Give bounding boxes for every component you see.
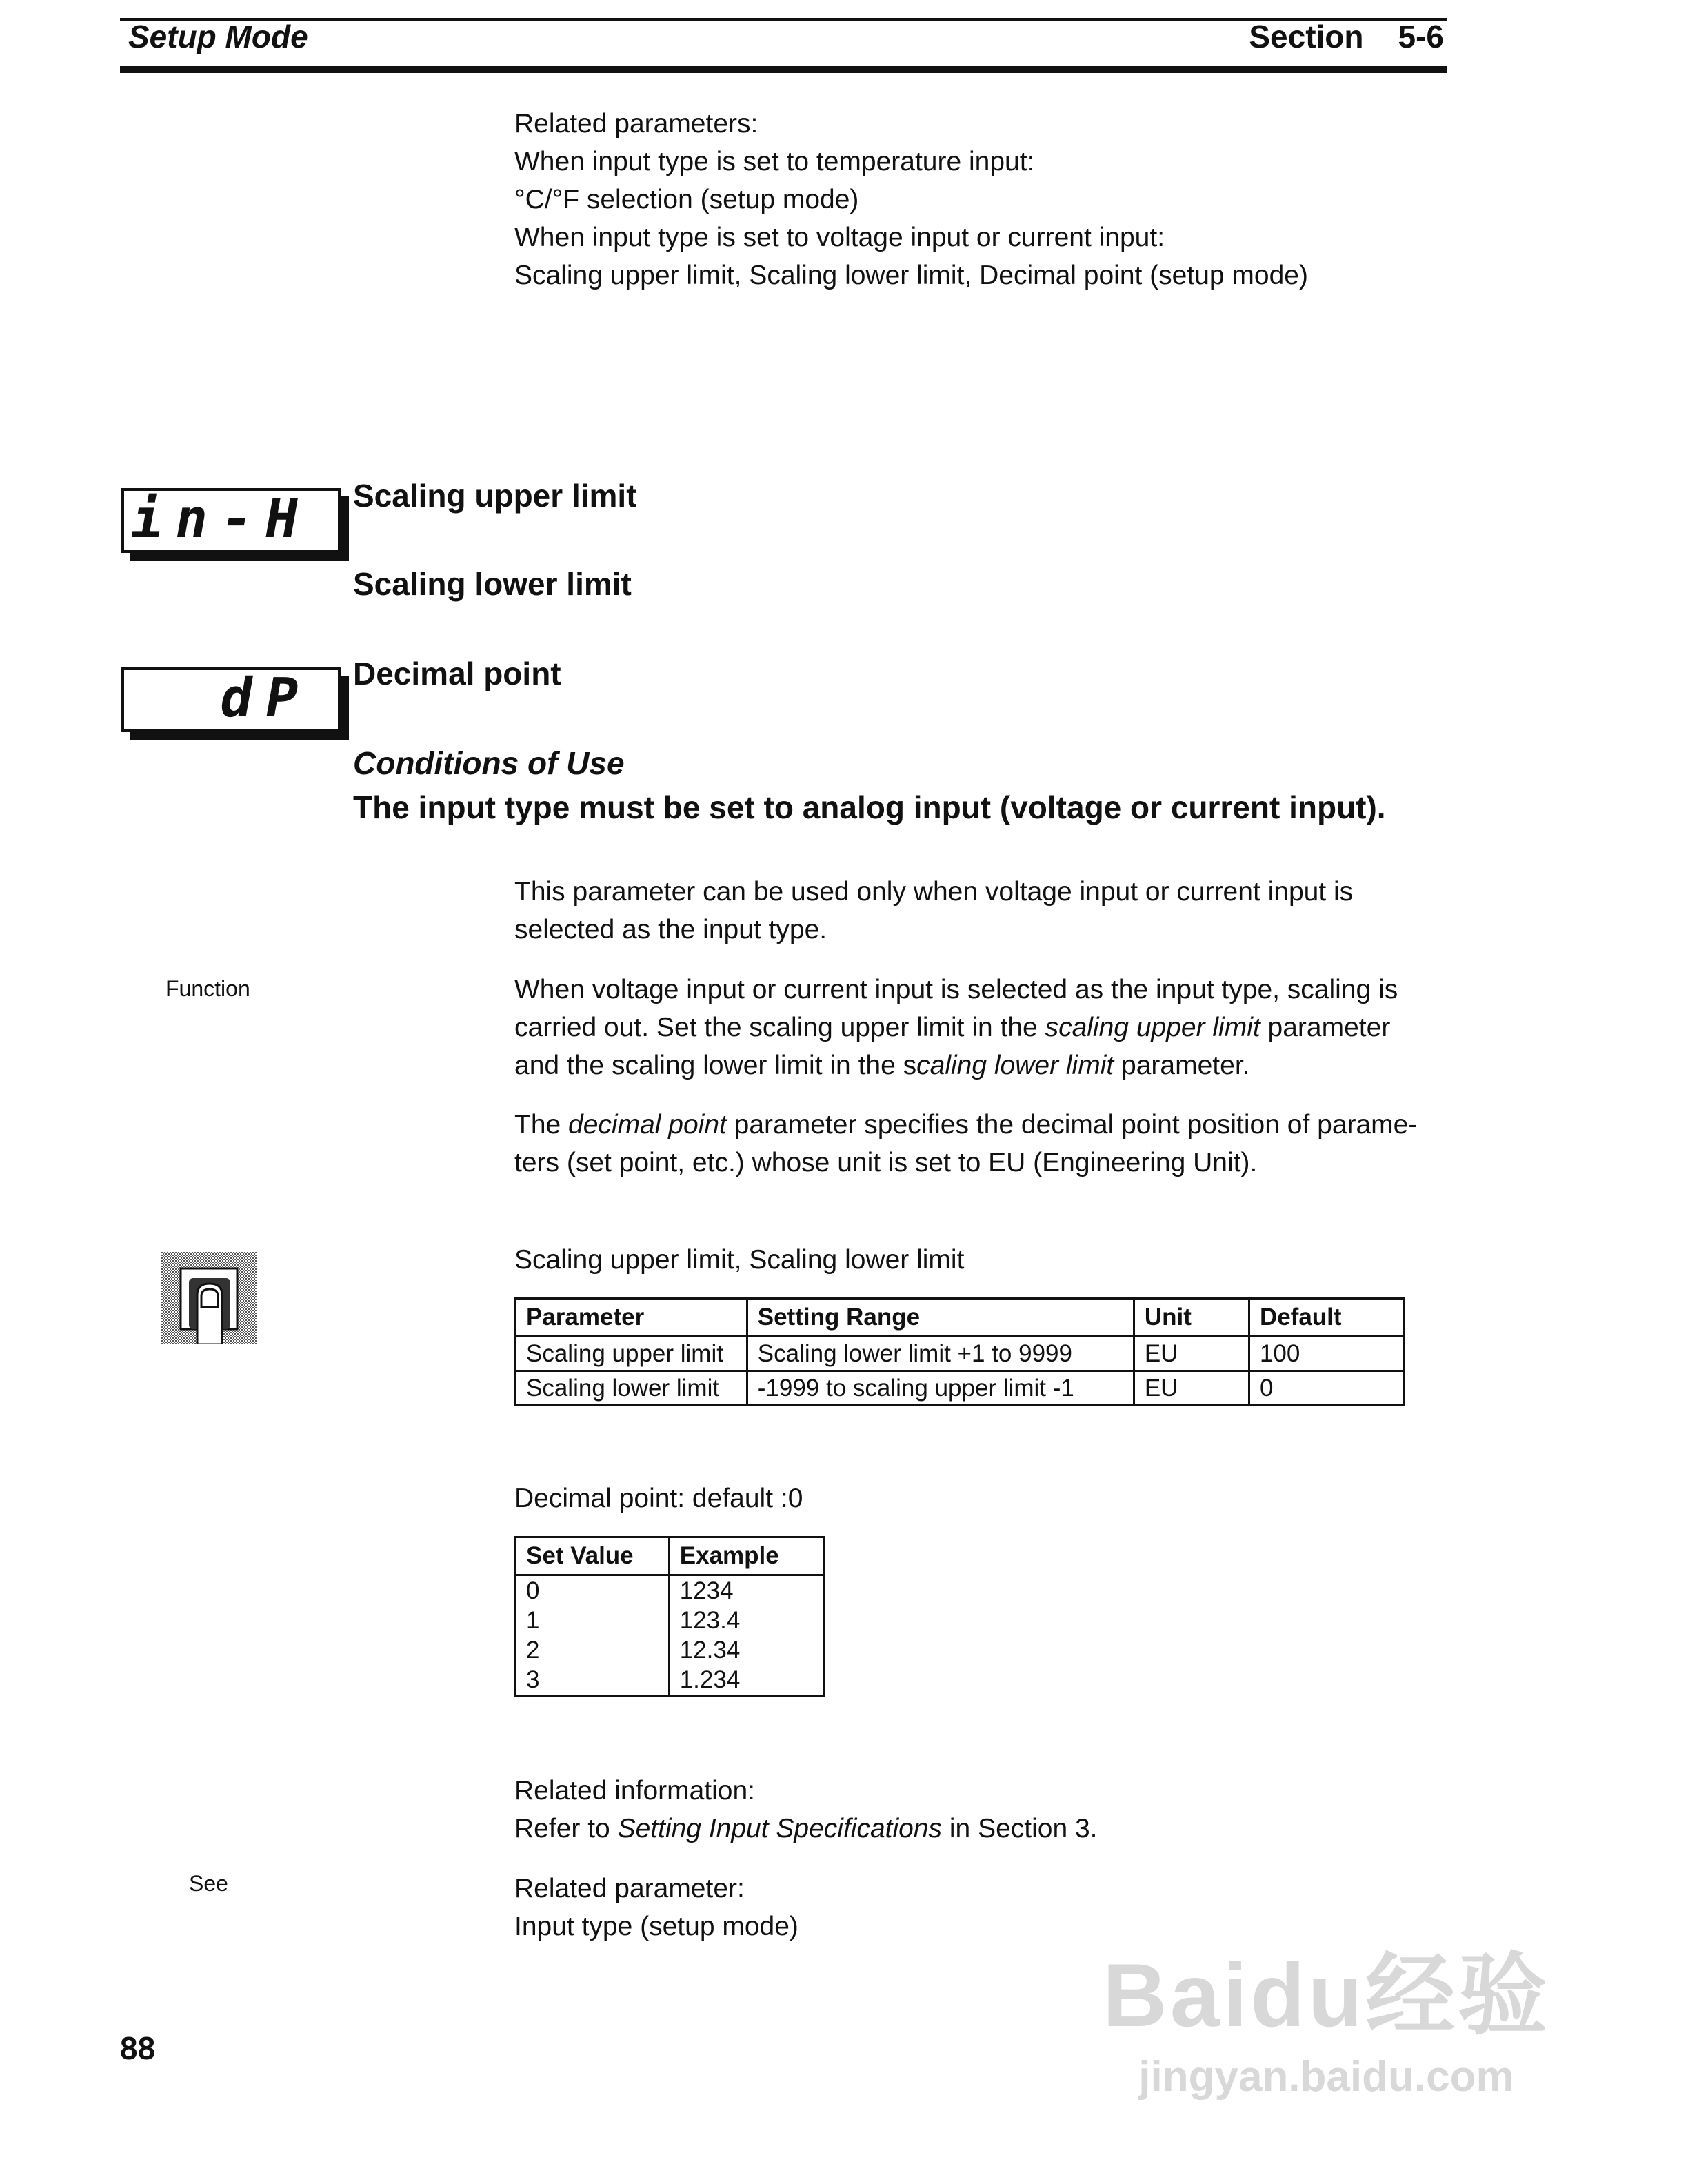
- table-cell: 100: [1249, 1337, 1404, 1371]
- table-cell: 0: [1249, 1371, 1404, 1406]
- page-number: 88: [120, 2030, 156, 2066]
- italic-term: caling lower limit: [916, 1051, 1114, 1080]
- paragraph-usage: This parameter can be used only when voltage input or current input is selected as the input type.: [514, 877, 1354, 944]
- text-line: When input type is set to temperature input:: [514, 147, 1035, 176]
- header-rule-bottom: [120, 66, 1447, 73]
- text: in Section 3.: [942, 1814, 1098, 1843]
- column-header: Set Value: [516, 1537, 670, 1575]
- column-header: Example: [669, 1537, 823, 1575]
- table-cell: 12.34: [669, 1635, 823, 1665]
- heading-scaling-upper-limit: Scaling upper limit: [353, 478, 637, 514]
- text: parameter specifies the decimal point position of parame-ters (set point, etc.) whose unit is set to EU (Engineering Unit).: [514, 1110, 1418, 1177]
- lcd-display-in-h: [121, 488, 341, 553]
- table-cell: Scaling upper limit: [516, 1337, 747, 1371]
- table-cell: EU: [1134, 1337, 1249, 1371]
- setting-icon: [161, 1252, 257, 1344]
- table1-caption: Scaling upper limit, Scaling lower limit: [514, 1245, 965, 1275]
- table-row: [516, 1371, 1405, 1406]
- table-header-row: [516, 1299, 1405, 1337]
- lcd-text: in-H: [125, 488, 316, 550]
- table-cell: -1999 to scaling upper limit -1: [747, 1371, 1134, 1406]
- column-header: Setting Range: [747, 1299, 1134, 1337]
- side-label-see: See: [189, 1871, 228, 1896]
- side-label-function: Function: [165, 976, 250, 1001]
- text-line: When input type is set to voltage input or current input:: [514, 223, 1165, 252]
- text-line: Related parameter:: [514, 1874, 745, 1903]
- scaling-table: [514, 1297, 1405, 1406]
- conditions-text: The input type must be set to analog input (voltage or current input).: [353, 789, 1386, 825]
- text-line: Related parameters:: [514, 109, 758, 139]
- column-header: Unit: [1134, 1299, 1249, 1337]
- text-line: °C/°F selection (setup mode): [514, 185, 859, 214]
- lcd-display-dp: [121, 667, 341, 732]
- related-information: [514, 1772, 1438, 1848]
- table-cell: 1234: [669, 1575, 823, 1606]
- heading-scaling-lower-limit: Scaling lower limit: [353, 566, 632, 602]
- text-line: Scaling upper limit, Scaling lower limit, Decimal point (setup mode): [514, 261, 1308, 290]
- watermark-logo: Baidu经验: [1102, 1945, 1550, 2045]
- text: When voltage input or current input is selected as the input type, scaling is carried out. Set the scaling upper limit in the: [514, 975, 1398, 1042]
- paragraph-decimal: [514, 1106, 1431, 1182]
- table-cell: Scaling lower limit: [516, 1371, 747, 1406]
- related-parameters-top: [514, 105, 1438, 294]
- text-line: [514, 1810, 1438, 1848]
- table-row: [516, 1665, 824, 1696]
- text: parameter.: [1114, 1051, 1250, 1080]
- table-row: [516, 1635, 824, 1665]
- table-cell: 2: [516, 1635, 670, 1665]
- table-header-row: [516, 1537, 824, 1575]
- heading-decimal-point: Decimal point: [353, 656, 561, 691]
- heading-conditions-of-use: Conditions of Use: [353, 745, 625, 781]
- italic-term: scaling upper limit: [1045, 1013, 1260, 1042]
- table-cell: 1.234: [669, 1665, 823, 1696]
- table-cell: EU: [1134, 1371, 1249, 1406]
- table-row: [516, 1337, 1405, 1371]
- section-word: Section: [1249, 19, 1364, 54]
- table2-caption: Decimal point: default :0: [514, 1484, 803, 1513]
- text-line: Related information:: [514, 1776, 756, 1806]
- column-header: Parameter: [516, 1299, 747, 1337]
- table-cell: 123.4: [669, 1606, 823, 1635]
- table-row: [516, 1575, 824, 1606]
- table-cell: Scaling lower limit +1 to 9999: [747, 1337, 1134, 1371]
- italic-term: decimal point: [568, 1110, 727, 1140]
- table-row: [516, 1606, 824, 1635]
- section-label: [1214, 18, 1444, 55]
- table-cell: 1: [516, 1606, 670, 1635]
- text-line: Input type (setup mode): [514, 1912, 798, 1941]
- section-number: 5-6: [1398, 19, 1444, 54]
- text: The: [514, 1110, 569, 1140]
- page-header-title: Setup Mode: [128, 19, 308, 54]
- italic-term: Setting Input Specifications: [617, 1814, 943, 1843]
- column-header: Default: [1249, 1299, 1404, 1337]
- text: parameter and the scaling lower limit in the s: [514, 1013, 1391, 1080]
- watermark-url: jingyan.baidu.com: [1138, 2053, 1514, 2101]
- table-cell: 0: [516, 1575, 670, 1606]
- baidu-watermark: [1103, 1923, 1550, 2101]
- text: Refer to: [514, 1814, 618, 1843]
- table-cell: 3: [516, 1665, 670, 1696]
- decimal-point-table: [514, 1536, 825, 1697]
- lcd-text: dP: [215, 667, 316, 729]
- paragraph-function: [514, 971, 1431, 1084]
